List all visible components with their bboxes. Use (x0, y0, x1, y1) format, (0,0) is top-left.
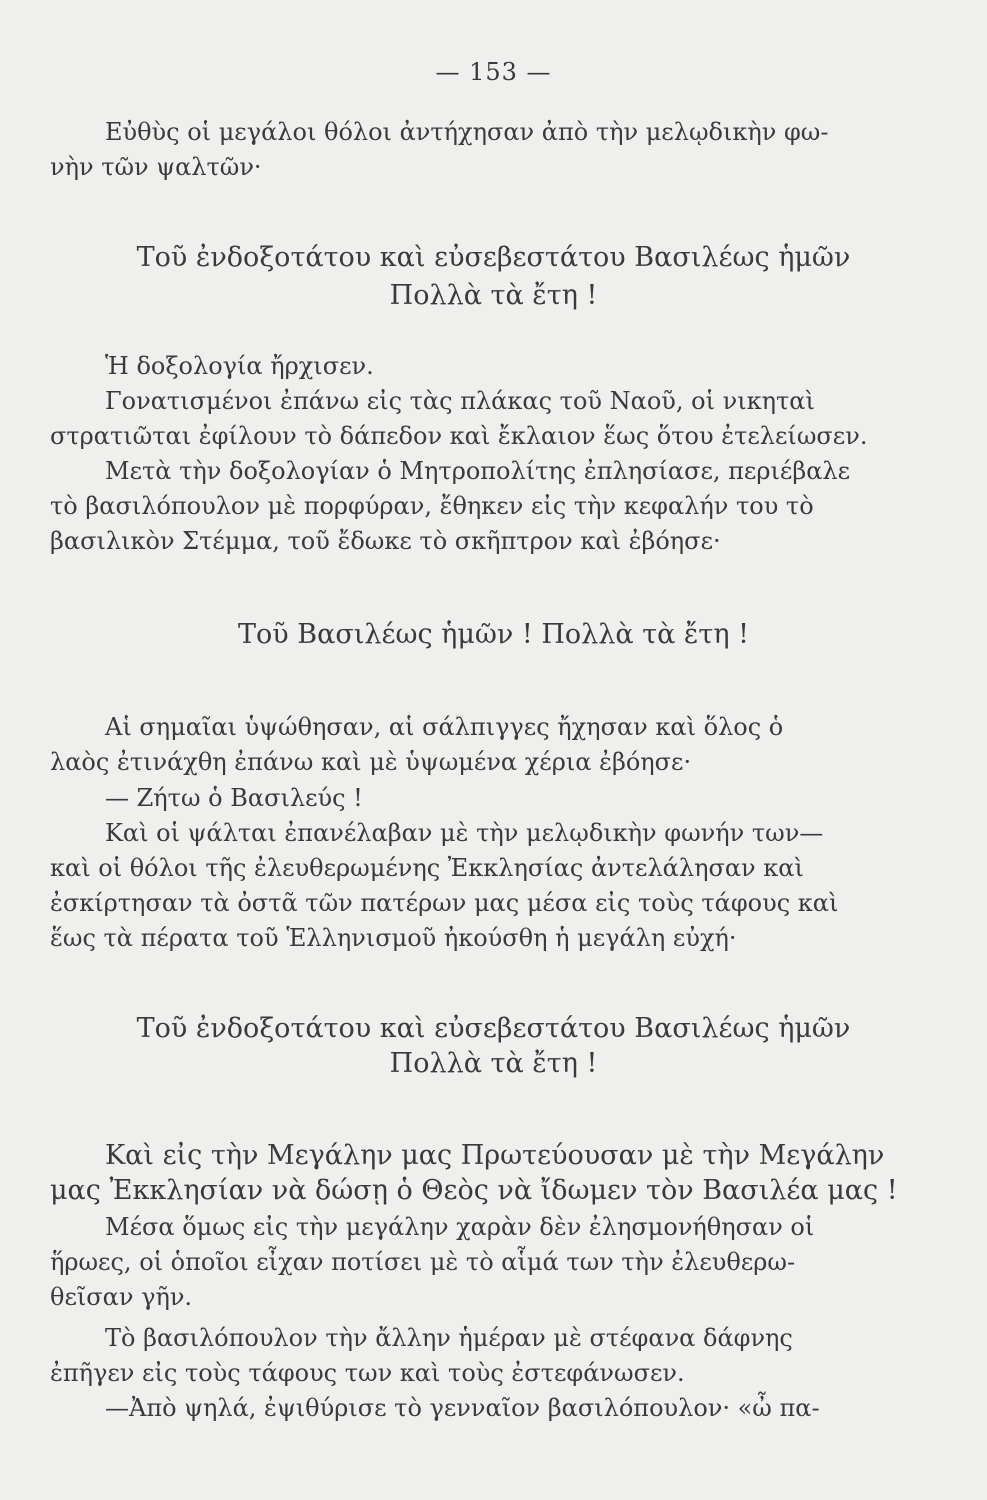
text-line: Καὶ εἰς τὴν Μεγάλην μας Πρωτεύουσαν μὲ τὴν Μεγάλην (105, 1140, 885, 1171)
text-line: ἐσκίρτησαν τὰ ὀστᾶ τῶν πατέρων μας μέσα εἰς τοὺς τάφους καὶ (50, 889, 839, 917)
text-line: μας Ἐκκλησίαν νὰ δώσῃ ὁ Θεὸς νὰ ἴδωμεν τὸν Βασιλέα μας ! (50, 1175, 898, 1206)
acclamation-line: Πολλὰ τὰ ἔτη ! (389, 280, 598, 311)
text-line: Αἱ σημαῖαι ὑψώθησαν, αἱ σάλπιγγες ἤχησαν καὶ ὅλος ὁ (105, 713, 784, 741)
acclamation-line: Πολλὰ τὰ ἔτη ! (389, 1048, 598, 1079)
acclamation-line: Τοῦ ἐνδοξοτάτου καὶ εὐσεβεστάτου Βασιλέως ἡμῶν (136, 242, 851, 273)
text-line: Τὸ βασιλόπουλον τὴν ἄλλην ἡμέραν μὲ στέφανα δάφνης (105, 1324, 793, 1352)
text-line: θεῖσαν γῆν. (50, 1283, 193, 1311)
text-line: Γονατισμένοι ἐπάνω εἰς τὰς πλάκας τοῦ Ναοῦ, οἱ νικηταὶ (105, 387, 815, 415)
text-line: Μετὰ τὴν δοξολογίαν ὁ Μητροπολίτης ἐπλησίασε, περιέβαλε (105, 457, 851, 485)
text-line: βασιλικὸν Στέμμα, τοῦ ἔδωκε τὸ σκῆπτρον καὶ ἐβόησε· (50, 527, 721, 555)
text-line: νὴν τῶν ψαλτῶν· (50, 153, 262, 181)
text-line: λαὸς ἐτινάχθη ἐπάνω καὶ μὲ ὑψωμένα χέρια ἐβόησε· (50, 748, 692, 776)
text-line: Εὐθὺς οἱ μεγάλοι θόλοι ἀντήχησαν ἀπὸ τὴν μελῳδικὴν φω- (105, 118, 829, 146)
text-line: ἐπῆγεν εἰς τοὺς τάφους των καὶ τοὺς ἐστεφάνωσεν. (50, 1359, 685, 1387)
acclamation-line: Τοῦ Βασιλέως ἡμῶν ! Πολλὰ τὰ ἔτη ! (238, 619, 749, 650)
acclamation-line: Τοῦ ἐνδοξοτάτου καὶ εὐσεβεστάτου Βασιλέως ἡμῶν (136, 1013, 851, 1044)
text-line: Ἡ δοξολογία ἤρχισεν. (105, 352, 374, 380)
text-line: ἕως τὰ πέρατα τοῦ Ἑλληνισμοῦ ἠκούσθη ἡ μεγάλη εὐχή· (50, 924, 737, 952)
page-number: — 153 — (435, 58, 552, 86)
text-line: στρατιῶται ἐφίλουν τὸ δάπεδον καὶ ἔκλαιον ἕως ὅτου ἐτελείωσεν. (50, 422, 868, 450)
text-line: Μέσα ὅμως εἰς τὴν μεγάλην χαρὰν δὲν ἐλησμονήθησαν οἱ (105, 1213, 815, 1241)
text-line: — Ζήτω ὁ Βασιλεύς ! (105, 784, 363, 812)
text-line: τὸ βασιλόπουλον μὲ πορφύραν, ἔθηκεν εἰς τὴν κεφαλήν του τὸ (50, 492, 814, 520)
text-line: ἥρωες, οἱ ὁποῖοι εἶχαν ποτίσει μὲ τὸ αἷμά των τὴν ἐλευθερω- (50, 1248, 796, 1276)
text-line: Καὶ οἱ ψάλται ἐπανέλαβαν μὲ τὴν μελῳδικὴν φωνήν των— (105, 819, 824, 847)
text-line: καὶ οἱ θόλοι τῆς ἐλευθερωμένης Ἐκκλησίας ἀντελάλησαν καὶ (50, 854, 804, 882)
text-line: —Ἀπὸ ψηλά, ἐψιθύρισε τὸ γενναῖον βασιλόπουλον· «ὦ πα- (105, 1394, 820, 1422)
